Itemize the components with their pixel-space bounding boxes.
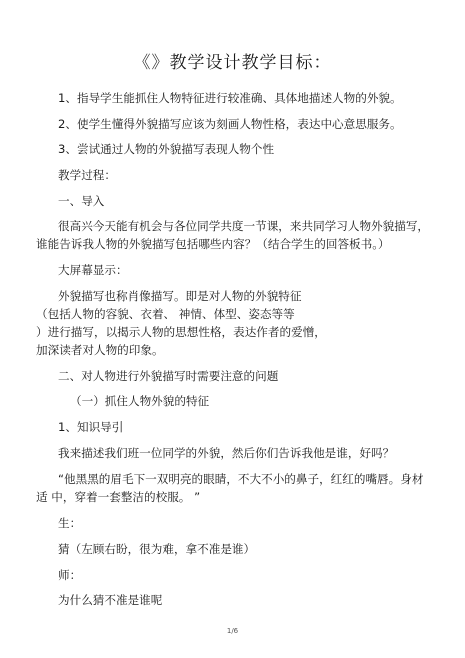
quote-line-1: “他黑黑的眉毛下一双明亮的眼睛，不大不小的鼻子，红红的嘴唇。身材 bbox=[58, 472, 424, 486]
document-title: 《》教学设计教学目标： bbox=[133, 53, 332, 73]
knowledge-heading: 1、知识导引 bbox=[58, 420, 124, 434]
section2-heading: 二、对人物进行外貌描写时需要注意的问题 bbox=[58, 369, 279, 383]
subsection1-heading: （一）抓住人物外貌的特征 bbox=[70, 394, 210, 408]
teacher-prompt: 我来描述我们班一位同学的外貌，然后你们告诉我他是谁，好吗？ bbox=[58, 446, 395, 460]
screen-label: 大屏幕显示： bbox=[58, 263, 128, 277]
objective-1: 1、指导学生能抓住人物特征进行较准确、具体地描述人物的外貌。 bbox=[58, 91, 402, 105]
intro-line-2: 谁能告诉我人物的外貌描写包括哪些内容？（结合学生的回答板书。） bbox=[36, 237, 390, 251]
definition-line-3: ）进行描写，以揭示人物的思想性格，表达作者的爱憎， bbox=[36, 325, 326, 339]
definition-line-4: 加深读者对人物的印象。 bbox=[36, 343, 164, 357]
objective-3: 3、尝试通过人物的外貌描写表现人物个性 bbox=[58, 142, 275, 156]
student-label: 生： bbox=[58, 516, 82, 530]
teacher-label: 师： bbox=[58, 568, 82, 582]
quote-line-2: 适 中，穿着一套整洁的校服。 ” bbox=[36, 490, 201, 504]
objective-2: 2、使学生懂得外貌描写应该为刻画人物性格，表达中心意思服务。 bbox=[58, 117, 402, 131]
student-line: 猜（左顾右盼，很为难，拿不准是谁） bbox=[58, 542, 256, 556]
section1-heading: 一、导入 bbox=[58, 194, 105, 208]
intro-line-1: 很高兴今天能有机会与各位同学共度一节课，来共同学习人物外貌描写， bbox=[58, 219, 430, 233]
definition-line-1: 外貌描写也称肖像描写。即是对人物的外貌特征 bbox=[58, 289, 302, 303]
teacher-line: 为什么猜不准是谁呢 bbox=[58, 593, 163, 607]
page-number: 1/6 bbox=[226, 627, 239, 635]
process-heading: 教学过程： bbox=[58, 168, 116, 182]
definition-line-2: （包括人物的容貌、衣着、 神情、体型、姿态等等 bbox=[36, 307, 295, 321]
